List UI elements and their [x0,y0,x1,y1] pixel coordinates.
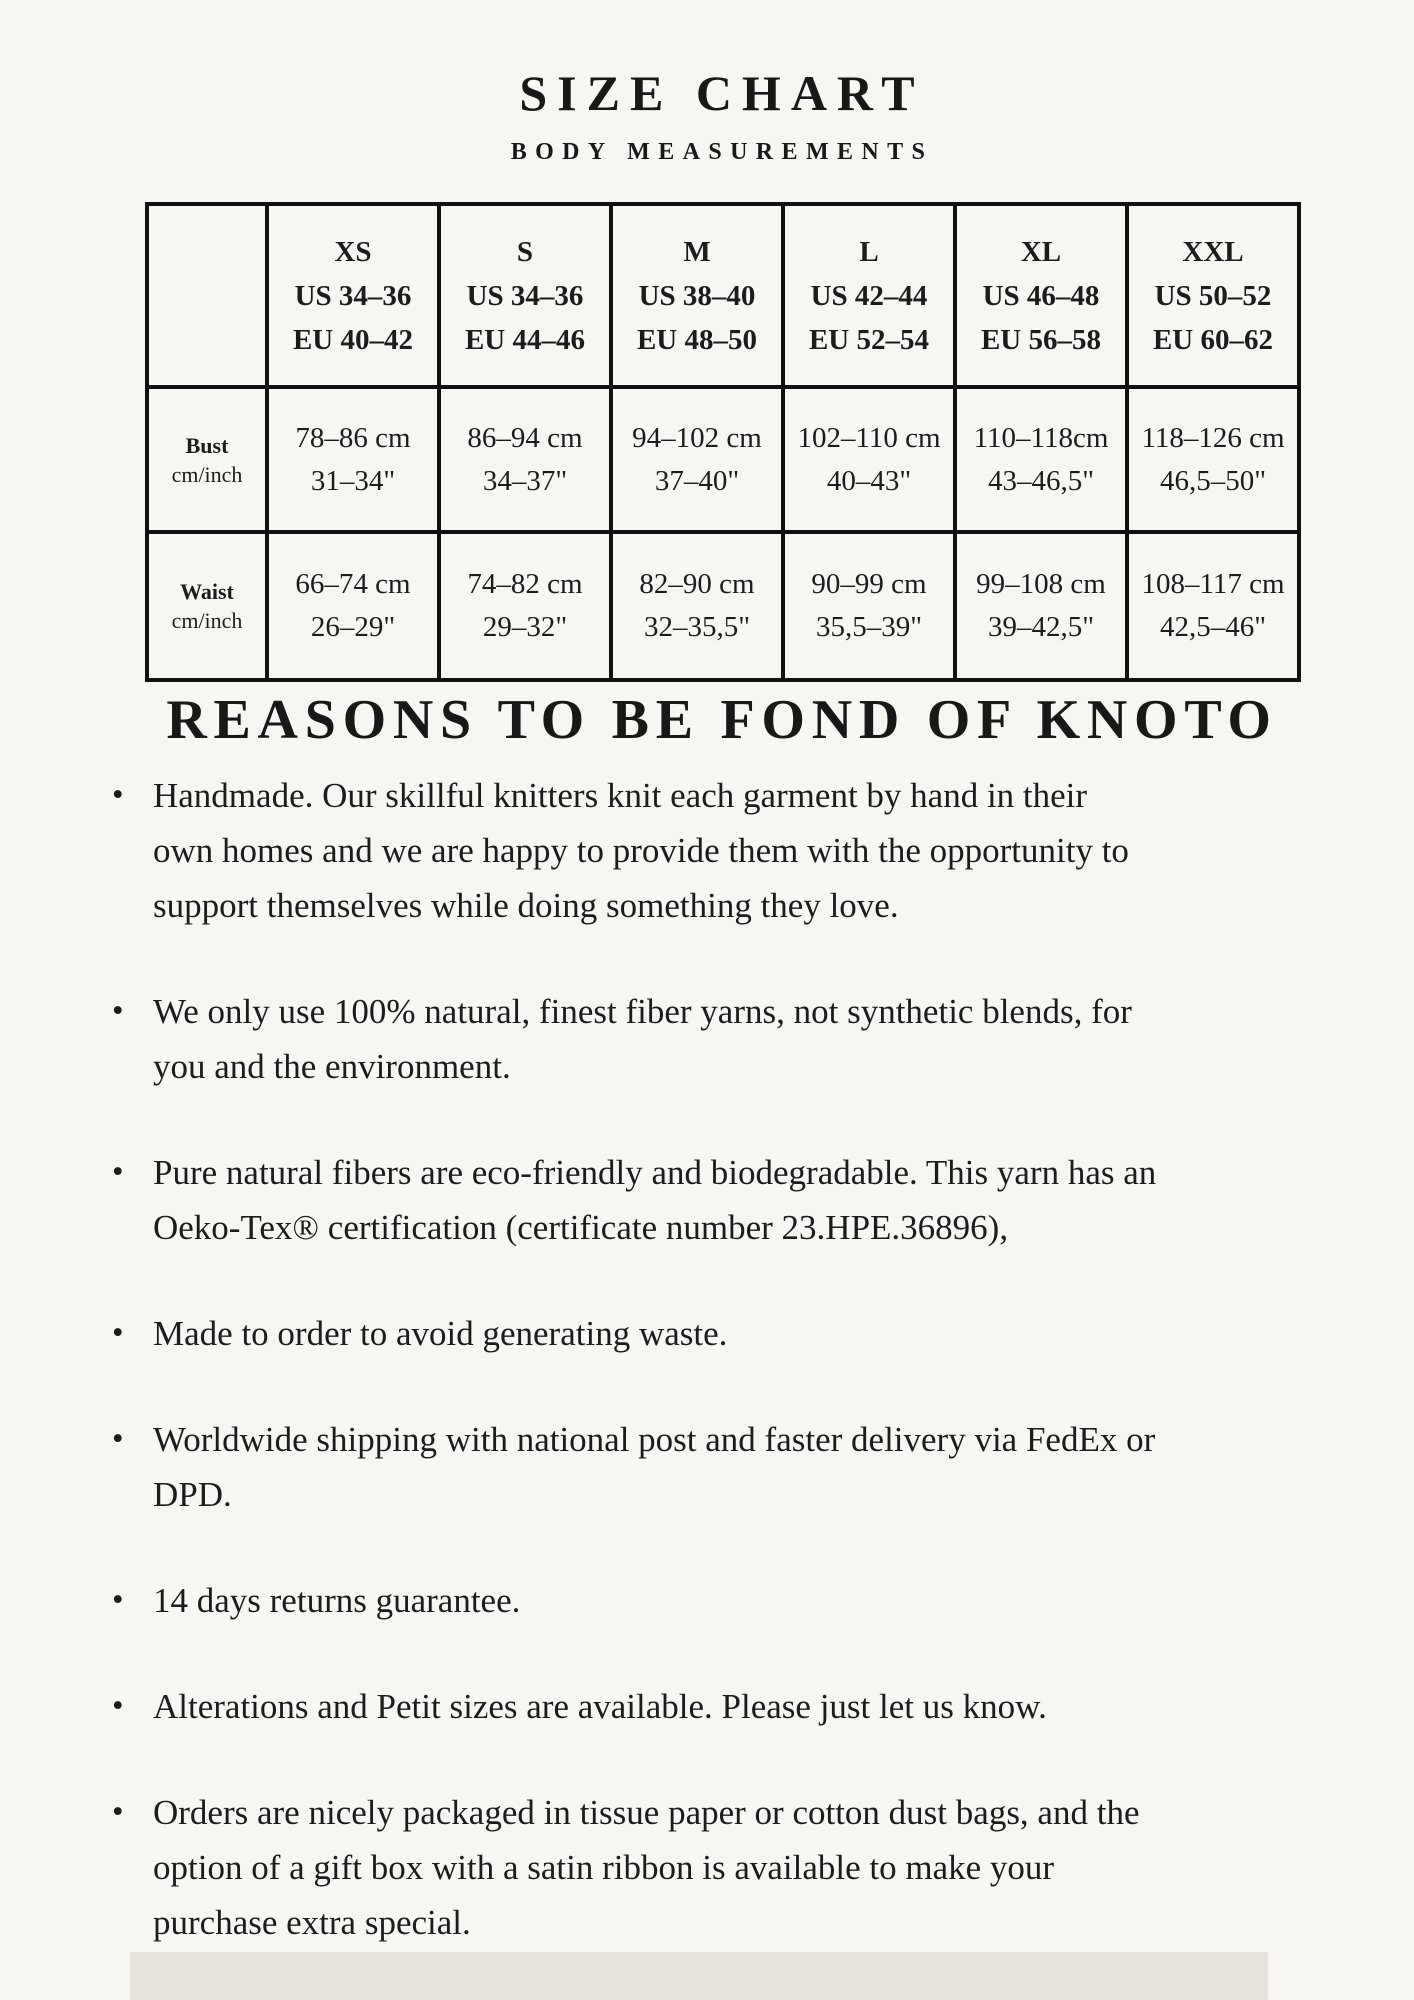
bullet-icon: • [112,1154,124,1190]
table-cell-bust-xxl [1127,387,1299,532]
list-item-text: own homes and we are happy to provide them with the opportunity to [153,831,1129,870]
list-item-text: you and the environment. [153,1047,511,1086]
list-item-text: 14 days returns guarantee. [153,1581,521,1620]
inch-value: 46,5–50" [1159,464,1267,497]
inch-value: 40–43" [826,464,912,497]
list-item-text: option of a gift box with a satin ribbon is available to make your [153,1848,1055,1887]
table-cell-bust-s [439,387,611,532]
inch-value: 31–34" [310,464,396,497]
us-size-range: US 42–44 [810,279,928,312]
us-size-range: US 38–40 [638,279,756,312]
size-column-header-xs [267,204,439,387]
inch-value: 37–40" [654,464,740,497]
inch-value: 29–32" [482,611,568,643]
size-table [145,202,1301,682]
size-table-header-row [147,204,1299,387]
list-item-returns [112,1573,1332,1628]
reasons-list [112,768,1332,2000]
list-item-text: DPD. [153,1475,232,1514]
cm-value: 110–118cm [973,421,1109,454]
cm-value: 78–86 cm [295,421,411,454]
size-column-header-m [611,204,783,387]
size-label: L [859,235,879,268]
list-item-text: Orders are nicely packaged in tissue paper or cotton dust bags, and the [153,1793,1140,1832]
table-cell-waist-l [783,532,955,680]
bullet-icon: • [112,1582,124,1618]
size-label: S [516,235,534,268]
cm-value: 108–117 cm [1141,568,1285,600]
eu-size-range: EU 48–50 [636,323,758,356]
size-column-header-s [439,204,611,387]
eu-size-range: EU 60–62 [1152,323,1274,356]
cm-value: 66–74 cm [295,568,411,600]
measurement-label: Waist [180,579,234,604]
inch-value: 35,5–39" [815,611,923,643]
bullet-icon: • [112,777,124,813]
inch-value: 43–46,5" [987,464,1095,497]
list-item-text: Alterations and Petit sizes are available. Please just let us know. [153,1687,1047,1726]
us-size-range: US 50–52 [1154,279,1272,312]
table-cell-waist-xl [955,532,1127,680]
size-column-header-l [783,204,955,387]
list-item-text: Pure natural fibers are eco-friendly and biodegradable. This yarn has an [153,1153,1157,1192]
size-label: M [683,235,711,268]
table-cell-bust-xs [267,387,439,532]
bullet-icon: • [112,1688,124,1724]
list-item-alterations [112,1679,1332,1734]
table-row-waist [147,532,1299,680]
table-cell-waist-m [611,532,783,680]
cm-value: 86–94 cm [467,421,583,454]
measurement-unit: cm/inch [171,608,243,633]
table-cell-bust-l [783,387,955,532]
row-label-bust [147,387,267,532]
eu-size-range: EU 40–42 [292,323,414,356]
cm-value: 118–126 cm [1141,421,1285,454]
us-size-range: US 34–36 [294,279,412,312]
list-item-text: Worldwide shipping with national post and faster delivery via FedEx or [153,1420,1156,1459]
list-item-text: Made to order to avoid generating waste. [153,1314,728,1353]
list-item-packaging [112,1785,1332,1950]
list-item-eco-friendly [112,1145,1332,1255]
list-item-text: Handmade. Our skillful knitters knit each garment by hand in their [153,776,1088,815]
cm-value: 90–99 cm [811,568,927,600]
row-label-waist [147,532,267,680]
cm-value: 102–110 cm [797,421,941,454]
list-item-made-to-order [112,1306,1332,1361]
page-subtitle: BODY MEASUREMENTS [510,139,934,165]
cm-value: 82–90 cm [639,568,755,600]
size-column-header-xl [955,204,1127,387]
reasons-heading: REASONS TO BE FOND OF KNOTO [166,689,1278,751]
eu-size-range: EU 44–46 [464,323,586,356]
us-size-range: US 46–48 [982,279,1100,312]
page-title: SIZE CHART [519,65,925,121]
inch-value: 39–42,5" [987,611,1095,643]
size-label: XS [334,235,372,268]
bullet-icon: • [112,993,124,1029]
list-item-handmade [112,768,1332,933]
size-label: XXL [1182,235,1244,268]
measurement-label: Bust [185,432,229,458]
bottom-section-strip [130,1952,1268,2000]
table-cell-bust-m [611,387,783,532]
inch-value: 42,5–46" [1159,611,1267,643]
bullet-icon: • [112,1315,124,1351]
cm-value: 94–102 cm [632,421,762,454]
size-column-header-xxl [1127,204,1299,387]
bullet-icon: • [112,1421,124,1457]
size-label: XL [1020,235,1062,268]
cm-value: 74–82 cm [467,568,583,600]
list-item-text: support themselves while doing something they love. [153,886,899,925]
inch-value: 26–29" [310,611,396,643]
table-cell-waist-xs [267,532,439,680]
list-item-shipping [112,1412,1332,1522]
bullet-icon: • [112,1794,124,1830]
list-item-text: Oeko-Tex® certification (certificate number 23.HPE.36896), [153,1208,1009,1247]
us-size-range: US 34–36 [466,279,584,312]
eu-size-range: EU 56–58 [980,323,1102,356]
table-corner-cell [147,204,267,387]
list-item-text: We only use 100% natural, finest fiber yarns, not synthetic blends, for [153,992,1132,1031]
eu-size-range: EU 52–54 [808,323,930,356]
inch-value: 34–37" [482,464,568,497]
inch-value: 32–35,5" [643,611,751,643]
table-row-bust [147,387,1299,532]
table-cell-waist-s [439,532,611,680]
table-cell-bust-xl [955,387,1127,532]
measurement-unit: cm/inch [171,461,243,487]
list-item-natural-yarns [112,984,1332,1094]
cm-value: 99–108 cm [976,568,1106,600]
table-cell-waist-xxl [1127,532,1299,680]
list-item-text: purchase extra special. [153,1903,471,1942]
